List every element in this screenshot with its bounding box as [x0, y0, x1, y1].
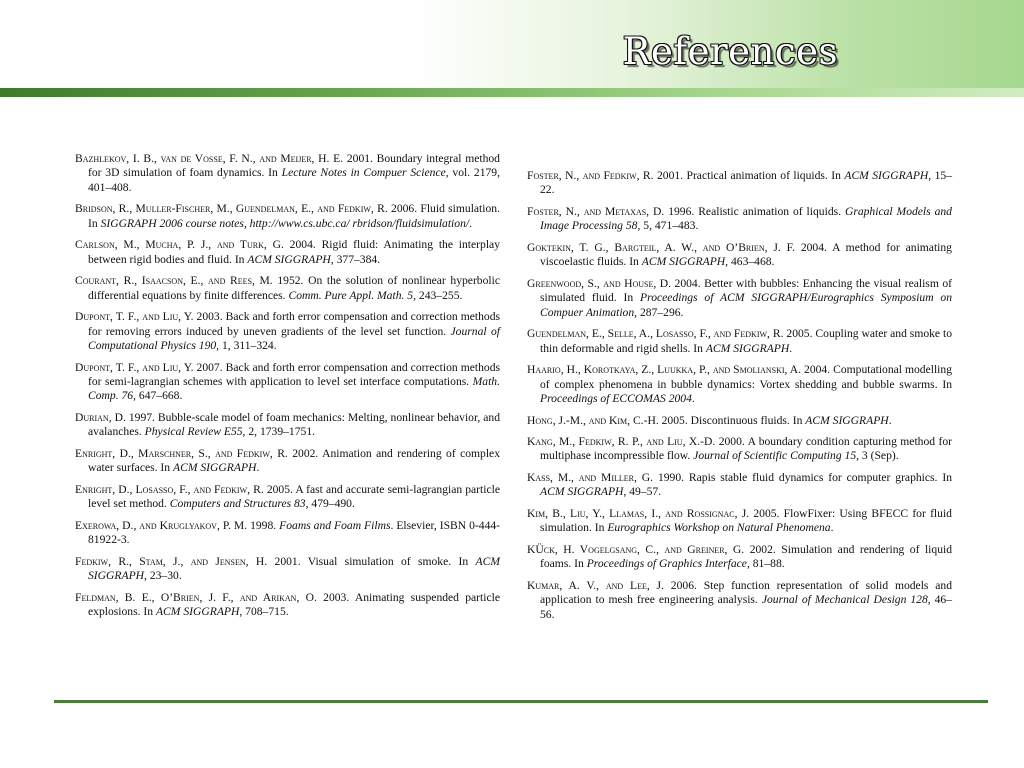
reference-venue: Comm. Pure Appl. Math. 5 — [288, 288, 414, 302]
reference-authors: Guendelman, E., Selle, A., Losasso, F., and Fedkiw, R. — [527, 327, 784, 341]
reference-details: , 3 (Sep). — [856, 449, 899, 463]
reference-authors: Dupont, T. F., and Liu, Y. — [75, 310, 194, 324]
reference-venue: Journal of Mechanical Design 128 — [761, 593, 928, 607]
reference-authors: Hong, J.-M., and Kim, C.-H. — [527, 413, 659, 427]
reference-item — [527, 327, 952, 356]
reference-title: Back and forth error compensation and correction methods for semi-lagrangian schemes with application to level set interface computations. — [88, 360, 500, 388]
reference-details: , 708–715. — [239, 605, 289, 619]
reference-details: , 1, 311–324. — [216, 338, 277, 352]
reference-item — [75, 202, 500, 231]
reference-authors: Dupont, T. F., and Liu, Y. — [75, 360, 194, 374]
reference-title: Step function representation of solid models and application to mesh free engineering analysis. — [540, 579, 952, 607]
reference-item — [75, 591, 500, 620]
reference-year: 2005. — [661, 413, 688, 427]
reference-year: 2001. — [274, 554, 301, 568]
reference-details: , 81–88. — [746, 557, 785, 571]
reference-title: Realistic animation of liquids. — [698, 204, 842, 218]
reference-details: . Elsevier, ISBN 0-444-81922-3. — [88, 518, 501, 547]
reference-item — [527, 169, 952, 198]
reference-title: Simulation and rendering of liquid foams. In — [540, 543, 953, 571]
reference-year: 2000. — [718, 435, 745, 449]
reference-authors: Kang, M., Fedkiw, R. P., and Liu, X.-D. — [527, 435, 716, 449]
reference-title: Animation and rendering of complex water surfaces. In — [88, 446, 500, 475]
reference-item — [75, 152, 500, 195]
reference-venue: ACM SIGGRAPH — [805, 413, 889, 427]
reference-details: , 287–296. — [634, 305, 684, 319]
reference-item — [75, 483, 500, 512]
reference-details: , 23–30. — [144, 569, 182, 583]
reference-authors: KÜck, H. Vogelgsang, C., and Greiner, G. — [527, 543, 745, 557]
reference-authors: Exerowa, D., and Kruglyakov, P. M. — [75, 518, 248, 532]
reference-item — [527, 363, 952, 406]
reference-item — [75, 361, 500, 404]
reference-authors: Kass, M., and Miller, G. — [527, 471, 654, 485]
reference-authors: Kim, B., Liu, Y., Llamas, I., and Rossignac, J. — [527, 507, 750, 521]
reference-title: Animating suspended particle explosions. In — [88, 590, 500, 619]
reference-item — [527, 435, 952, 464]
reference-item — [75, 274, 500, 303]
reference-details: , 2, 1739–1751. — [242, 425, 316, 439]
reference-title: Boundary integral method for 3D simulation of foam dynamics. In — [88, 152, 500, 180]
reference-item — [75, 411, 500, 440]
reference-year: 1996. — [668, 204, 695, 218]
slide-title: References — [622, 30, 838, 73]
reference-authors: Durian, D. — [75, 410, 126, 424]
reference-authors: Greenwood, S., and House, D. — [527, 276, 672, 290]
reference-venue: Proceedings of Graphics Interface — [586, 557, 747, 571]
reference-venue: Journal of Computational Physics 190 — [88, 324, 500, 352]
reference-venue: ACM SIGGRAPH — [173, 461, 257, 475]
reference-venue: ACM SIGGRAPH — [844, 169, 929, 182]
reference-venue: ACM SIGGRAPH — [155, 605, 240, 619]
reference-item — [527, 205, 952, 234]
reference-authors: Bridson, R., Muller-Fischer, M., Guendelman, E., and Fedkiw, R. — [75, 202, 388, 216]
reference-venue: ACM SIGGRAPH — [641, 255, 726, 269]
reference-authors: Fedkiw, R., Stam, J., and Jensen, H. — [75, 554, 268, 568]
reference-title: Practical animation of liquids. In — [686, 169, 841, 182]
reference-title: Bubble-scale model of foam mechanics: Melting, nonlinear behavior, and avalanches. — [88, 410, 500, 439]
reference-authors: Kumar, A. V., and Lee, J. — [527, 579, 664, 593]
reference-venue: Graphical Models and Image Processing 58 — [540, 204, 952, 233]
reference-year: 1998. — [250, 518, 277, 532]
reference-details: , 46–56. — [540, 593, 953, 621]
reference-year: 2004. — [800, 240, 827, 254]
reference-title: Back and forth error compensation and correction methods for removing errors induced by uneven gradients of the level set function. — [88, 310, 500, 338]
reference-details: . — [469, 216, 472, 230]
reference-details: , 5, 471–483. — [637, 219, 699, 233]
reference-year: 2005. — [786, 327, 813, 341]
reference-details: . — [888, 413, 892, 427]
reference-venue: Journal of Scientific Computing 15 — [693, 449, 857, 463]
reference-venue: ACM SIGGRAPH — [705, 341, 790, 355]
reference-details: . — [691, 391, 695, 405]
reference-year: 1952. — [277, 274, 304, 288]
reference-details: . — [789, 341, 793, 355]
reference-item — [527, 277, 952, 320]
reference-details: . — [256, 461, 260, 475]
reference-authors: Goktekin, T. G., Bargteil, A. W., and O’Brien, J. F. — [527, 240, 795, 254]
reference-list-right — [527, 169, 952, 629]
reference-venue: Lecture Notes in Compuer Science — [281, 166, 446, 180]
reference-year: 2006. — [670, 579, 697, 593]
reference-title: Rigid fluid: Animating the interplay between rigid bodies and fluid. In — [88, 238, 500, 266]
reference-year: 2002. — [749, 543, 776, 557]
reference-venue: Physical Review E55 — [144, 425, 243, 439]
reference-venue: Computers and Structures 83 — [169, 497, 306, 511]
reference-authors: Carlson, M., Mucha, P. J., and Turk, G. — [75, 238, 284, 252]
reference-authors: Foster, N., and Metaxas, D. — [527, 204, 665, 218]
reference-authors: Bazhlekov, I. B., van de Vosse, F. N., and Meijer, H. E. — [75, 152, 344, 165]
reference-title: A boundary condition capturing method for multiphase incompressible flow. — [540, 435, 952, 463]
reference-authors: Foster, N., and Fedkiw, R. — [527, 169, 654, 182]
reference-year: 2007. — [196, 360, 223, 374]
reference-venue: Eurographics Workshop on Natural Phenomena — [607, 521, 831, 535]
reference-item — [75, 238, 500, 267]
reference-venue: ACM SIGGRAPH — [88, 554, 500, 583]
reference-title: FlowFixer: Using BFECC for fluid simulation. In — [540, 507, 952, 535]
reference-year: 2004. — [289, 238, 316, 252]
reference-item — [75, 519, 500, 548]
reference-item — [527, 543, 952, 572]
reference-item — [527, 471, 952, 500]
footer-rule — [54, 700, 988, 703]
reference-year: 2004. — [804, 363, 831, 377]
reference-authors: Enright, D., Marschner, S., and Fedkiw, R. — [75, 446, 288, 460]
reference-year: 1990. — [657, 471, 685, 485]
reference-authors: Courant, R., Isaacson, E., and Rees, M. — [75, 274, 273, 288]
reference-year: 2002. — [292, 446, 319, 460]
reference-title: Rapis stable fluid dynamics for computer graphics. In — [688, 471, 952, 485]
reference-details: , vol. 2179, 401–408. — [88, 166, 501, 194]
reference-item — [527, 507, 952, 536]
reference-list-left — [75, 152, 500, 627]
reference-authors: Haario, H., Korotkaya, Z., Luukka, P., and Smolianski, A. — [527, 363, 802, 377]
reference-year: 2001. — [656, 169, 684, 182]
reference-title: Better with bubbles: Enhancing the visual realism of simulated fluid. In — [540, 276, 952, 305]
header-rule — [0, 88, 1024, 97]
reference-details: , 647–668. — [133, 389, 183, 403]
reference-venue: Foams and Foam Films — [279, 518, 391, 532]
reference-venue: ACM SIGGRAPH — [247, 252, 331, 266]
reference-year: 2005. — [266, 482, 293, 496]
reference-title: Discontinuous fluids. In — [690, 413, 803, 427]
reference-year: 2003. — [196, 310, 223, 324]
reference-details: , 49–57. — [623, 485, 662, 499]
reference-item — [75, 555, 500, 584]
reference-title: On the solution of nonlinear hyperbolic differential equations by finite differences. — [88, 274, 500, 302]
header-band — [0, 0, 1024, 88]
reference-venue: Math. Comp. 76 — [88, 374, 500, 403]
reference-details: , 479–490. — [305, 497, 355, 511]
reference-item — [75, 310, 500, 353]
reference-details: , 463–468. — [725, 255, 775, 269]
reference-year: 2001. — [346, 152, 373, 165]
reference-item — [527, 241, 952, 270]
reference-title: Coupling water and smoke to thin deformable and rigid shells. In — [540, 327, 953, 355]
reference-venue: Proceedings of ECCOMAS 2004 — [540, 391, 692, 405]
reference-venue: SIGGRAPH 2006 course notes, http://www.cs.ubc.ca/ rbridson/fluidsimulation/ — [100, 216, 470, 230]
reference-title: Fluid simulation. In — [88, 202, 500, 230]
reference-venue: ACM SIGGRAPH — [540, 485, 624, 499]
reference-year: 2006. — [391, 202, 418, 216]
reference-item — [75, 447, 500, 476]
reference-title: A fast and accurate semi-lagrangian particle level set method. — [88, 482, 500, 511]
reference-title: A method for animating viscoelastic fluids. In — [540, 240, 952, 269]
reference-venue: Proceedings of ACM SIGGRAPH/Eurographics Symposium on Compuer Animation — [540, 291, 952, 319]
reference-details: , 15–22. — [540, 169, 952, 197]
reference-details: . — [830, 521, 834, 535]
reference-authors: Enright, D., Losasso, F., and Fedkiw, R. — [75, 482, 264, 496]
reference-title: Visual simulation of smoke. In — [307, 554, 469, 568]
reference-year: 1997. — [128, 410, 155, 424]
reference-details: , 377–384. — [330, 252, 381, 266]
reference-year: 2003. — [323, 590, 350, 604]
reference-details: , 243–255. — [413, 288, 463, 302]
reference-year: 2004. — [674, 276, 701, 290]
reference-item — [527, 579, 952, 622]
reference-title: Computational modelling of complex phenomena in bubble dynamics: Vortex shedding and bubble swarms. In — [540, 363, 952, 391]
reference-authors: Feldman, B. E., O’Brien, J. F., and Arikan, O. — [75, 590, 317, 604]
reference-year: 2005. — [753, 507, 780, 521]
reference-item — [527, 414, 952, 428]
